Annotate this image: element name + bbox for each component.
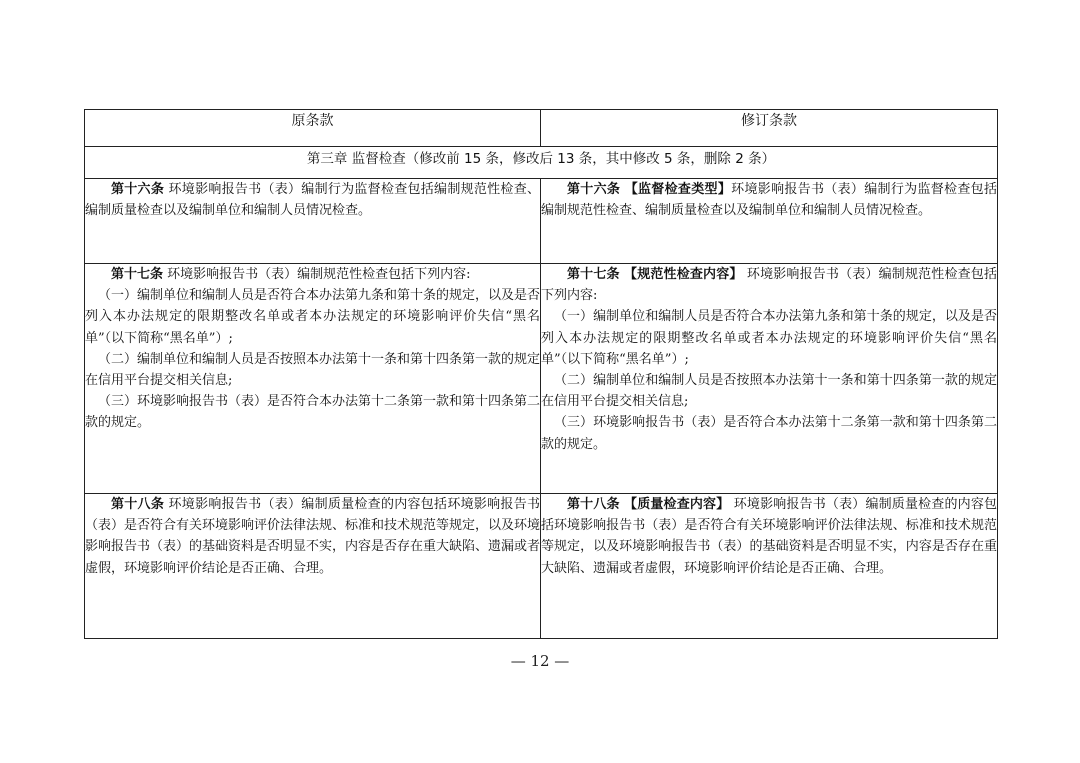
article-paragraph <box>541 494 997 579</box>
article-paragraph <box>85 264 540 285</box>
chapter-title: 第三章 监督检查（修改前 15 条，修改后 13 条，其中修改 5 条，删除 2 条） <box>85 147 998 179</box>
article-number: 第十六条 <box>567 182 621 197</box>
table-row <box>85 179 998 264</box>
original-cell <box>85 494 541 639</box>
article-text: 环境影响报告书（表）编制质量检查的内容包括环境影响报告书（表）是否符合有关环境影响评价法律法规、标准和技术规范等规定，以及环境影响报告书（表）的基础资料是否明显不实，内容是否存在重大缺陷、遗漏或者虚假，环境影响评价结论是否正确、合理。 <box>85 497 541 576</box>
article-tag: 【质量检查内容】 <box>624 497 730 512</box>
original-cell <box>85 264 541 494</box>
article-paragraph <box>85 494 540 579</box>
table-row <box>85 264 998 494</box>
article-text: 环境影响报告书（表）编制规范性检查包括下列内容: <box>167 267 471 282</box>
article-tag: 【规范性检查内容】 <box>624 267 743 282</box>
original-cell <box>85 179 541 264</box>
article-item: （一）编制单位和编制人员是否符合本办法第九条和第十条的规定，以及是否列入本办法规定的限期整改名单或者本办法规定的环境影响评价失信“黑名单”（以下简称“黑名单”）; <box>541 309 997 367</box>
article-text: 环境影响报告书（表）编制行为监督检查包括编制规范性检查、编制质量检查以及编制单位和编制人员情况检查。 <box>541 182 997 219</box>
article-paragraph <box>541 264 997 306</box>
article-number: 第十六条 <box>111 182 165 197</box>
article-number: 第十八条 <box>567 497 620 512</box>
article-item: （二）编制单位和编制人员是否按照本办法第十一条和第十四条第一款的规定在信用平台提交相关信息; <box>85 351 541 389</box>
article-text: 环境影响报告书（表）编制规范性检查包括下列内容: <box>541 267 997 304</box>
article-item: （三）环境影响报告书（表）是否符合本办法第十二条第一款和第十四条第二款的规定。 <box>541 415 997 452</box>
article-paragraph <box>541 179 997 221</box>
header-original: 原条款 <box>85 110 541 147</box>
article-paragraph <box>85 179 540 221</box>
article-item: （二）编制单位和编制人员是否按照本办法第十一条和第十四条第一款的规定在信用平台提交相关信息; <box>541 373 997 410</box>
page-number: — 12 — <box>510 652 570 670</box>
table-row <box>85 494 998 639</box>
header-row <box>85 110 998 147</box>
article-tag: 【监督检查类型】 <box>624 182 732 197</box>
revised-cell <box>541 494 998 639</box>
revised-cell <box>541 264 998 494</box>
revised-cell <box>541 179 998 264</box>
article-number: 第十八条 <box>111 497 165 512</box>
header-revised: 修订条款 <box>541 110 998 147</box>
article-item: （一）编制单位和编制人员是否符合本办法第九条和第十条的规定，以及是否列入本办法规定的限期整改名单或者本办法规定的环境影响评价失信“黑名单”（以下简称“黑名单”）; <box>85 288 541 346</box>
comparison-table <box>84 109 998 639</box>
article-item: （三）环境影响报告书（表）是否符合本办法第十二条第一款和第十四条第二款的规定。 <box>85 394 541 431</box>
article-number: 第十七条 <box>111 267 164 282</box>
article-text: 环境影响报告书（表）编制质量检查的内容包括环境影响报告书（表）是否符合有关环境影响评价法律法规、标准和技术规范等规定，以及环境影响报告书（表）的基础资料是否明显不实，内容是否存在重大缺陷、遗漏或者虚假，环境影响评价结论是否正确、合理。 <box>541 497 997 576</box>
chapter-row <box>85 147 998 179</box>
article-number: 第十七条 <box>567 267 620 282</box>
article-text: 环境影响报告书（表）编制行为监督检查包括编制规范性检查、编制质量检查以及编制单位和编制人员情况检查。 <box>85 182 540 219</box>
